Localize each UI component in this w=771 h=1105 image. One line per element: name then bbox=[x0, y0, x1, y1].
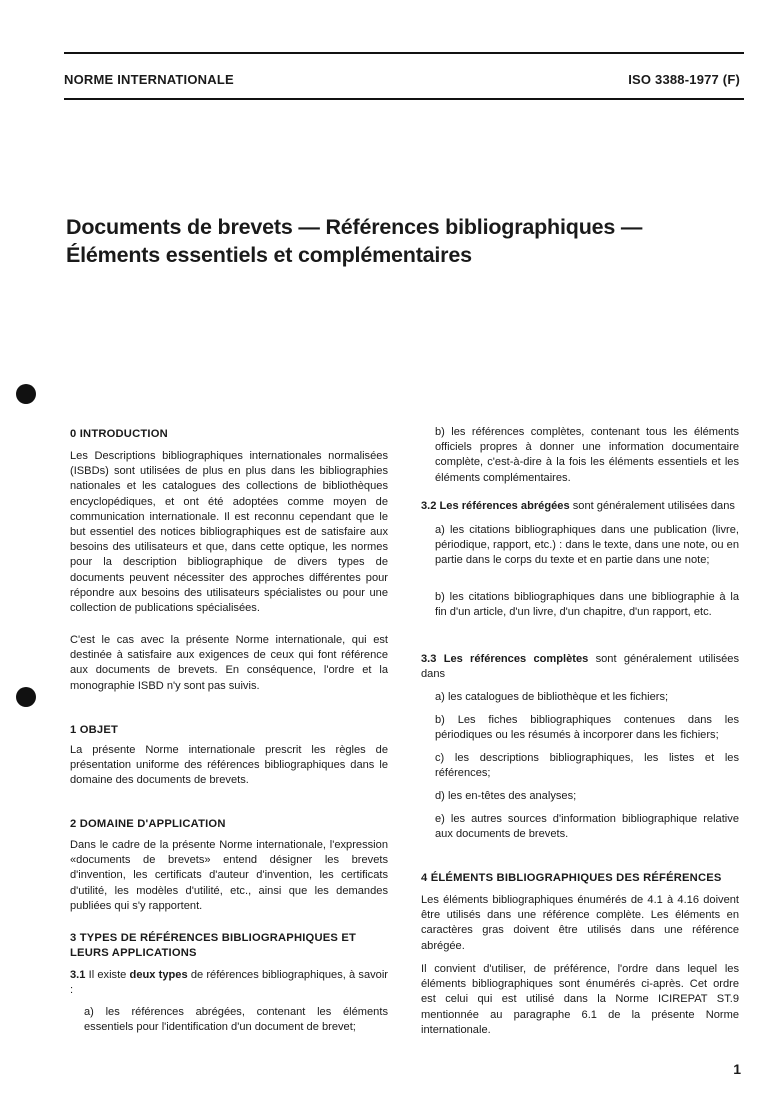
section-2-heading: 2 DOMAINE D'APPLICATION bbox=[70, 818, 226, 830]
section-3-heading: 3 TYPES DE RÉFÉRENCES BIBLIOGRAPHIQUES ET LEURS APPLICATIONS bbox=[70, 932, 357, 960]
section-4-heading: 4 ÉLÉMENTS BIBLIOGRAPHIQUES DES RÉFÉRENCES bbox=[421, 872, 722, 884]
header-standard-number: ISO 3388-1977 (F) bbox=[628, 72, 740, 87]
section-3-2-paragraph: 3.2 Les références abrégées sont généralement utilisées dans bbox=[421, 500, 735, 512]
section-3-2-item-b: b) les citations bibliographiques dans une bibliographie à la fin d'un article, d'un livre, d'un chapitre, d'un rapport, etc. bbox=[435, 591, 739, 619]
section-3-3-item-e: e) les autres sources d'information bibliographique relative aux documents de brevets. bbox=[435, 813, 739, 841]
section-4-paragraph-2: Il convient d'utiliser, de préférence, l'ordre dans lequel les éléments bibliographiques sont énumérés ci-après. Cet ordre est celui qui est utilisé dans la Norme ICIREPAT ST.9 mentionnée au paragraphe 6.1 de la présente Norme internationale. bbox=[421, 963, 739, 1036]
section-3-2-number: 3.2 bbox=[421, 500, 437, 512]
section-3-1-item-b: b) les références complètes, contenant tous les éléments officiels propres à donner une information documentaire complète, c'est-à-dire à la fois les éléments essentiels et les éléments complémentaires. bbox=[435, 426, 739, 484]
header-rule bbox=[64, 98, 744, 100]
section-3-1-number: 3.1 bbox=[70, 969, 86, 981]
section-1-paragraph: La présente Norme internationale prescrit les règles de présentation uniforme des références bibliographiques dans le domaine des documents de brevets. bbox=[70, 744, 388, 787]
page-number: 1 bbox=[733, 1061, 741, 1077]
section-3-3-paragraph: 3.3 Les références complètes sont généralement utilisées dans bbox=[421, 653, 739, 681]
section-3-3-item-c: c) les descriptions bibliographiques, les listes et les références; bbox=[435, 752, 739, 780]
top-rule bbox=[64, 52, 744, 54]
section-3-3-item-d: d) les en-têtes des analyses; bbox=[435, 790, 577, 802]
document-title bbox=[66, 213, 746, 269]
section-1-heading: 1 OBJET bbox=[70, 724, 119, 736]
binder-hole-bottom bbox=[16, 687, 36, 707]
section-2-paragraph: Dans le cadre de la présente Norme internationale, l'expression «documents de brevets» entend désigner les brevets d'invention, les certificats d'auteur d'invention, les certificats d'utilité, les modèles d'utilité, etc., ainsi que les demandes publiées qui s'y rapportent. bbox=[70, 839, 388, 912]
section-3-3-emphasis: Les références complètes bbox=[443, 653, 589, 665]
section-3-2-emphasis: Les références abrégées bbox=[439, 500, 570, 512]
title-line-1: Documents de brevets — Références bibliographiques — bbox=[66, 215, 643, 239]
section-3-3-item-b: b) Les fiches bibliographiques contenues dans les périodiques ou les résumés à incorporer dans les fichiers; bbox=[435, 714, 739, 742]
header-standard-type: NORME INTERNATIONALE bbox=[64, 72, 234, 87]
section-3-1-paragraph: 3.1 Il existe deux types de références bibliographiques, à savoir : bbox=[70, 969, 388, 997]
section-3-2-item-a: a) les citations bibliographiques dans une publication (livre, périodique, rapport, etc.) : dans le texte, dans une note, ou en partie dans le corps du texte et en partie dans une note; bbox=[435, 524, 739, 567]
section-3-3-item-a: a) les catalogues de bibliothèque et les fichiers; bbox=[435, 691, 669, 703]
section-3-1-item-a: a) les références abrégées, contenant les éléments essentiels pour l'identification d'un document de brevet; bbox=[84, 1006, 388, 1034]
section-3-1-emphasis: deux types bbox=[129, 969, 188, 981]
title-line-2: Éléments essentiels et complémentaires bbox=[66, 243, 472, 267]
section-3-3-number: 3.3 bbox=[421, 653, 437, 665]
section-0-heading: 0 INTRODUCTION bbox=[70, 428, 168, 440]
section-4-paragraph-1: Les éléments bibliographiques énumérés de 4.1 à 4.16 doivent être utilisés dans une référence complète. Les éléments en caractères gras doivent être utilisés dans une référence abrégée. bbox=[421, 894, 739, 952]
section-0-paragraph-2: C'est le cas avec la présente Norme internationale, qui est destinée à satisfaire aux exigences de ceux qui font référence aux documents de brevets. En conséquence, l'ordre et la monographie ISBD n'y sont pas suivis. bbox=[70, 634, 388, 692]
binder-hole-top bbox=[16, 384, 36, 404]
section-0-paragraph-1: Les Descriptions bibliographiques internationales normalisées (ISBDs) sont utilisées de plus en plus dans les bibliographies nationales et les catalogues des collections de bibliothèques encyclopédiques, et ont été adoptées comme moyen de communication internationale. Il est reconnu cependant que le but essentiel des notices bibliographiques est de satisfaire aux besoins des utilisateurs et que, dans cette optique, les normes pour la description bibliographique de divers types de documents peuvent nécessiter des approches différentes pour répondre aux besoins des utilisateurs spécialistes ou pour une collection de publications spécialisées. bbox=[70, 450, 388, 615]
